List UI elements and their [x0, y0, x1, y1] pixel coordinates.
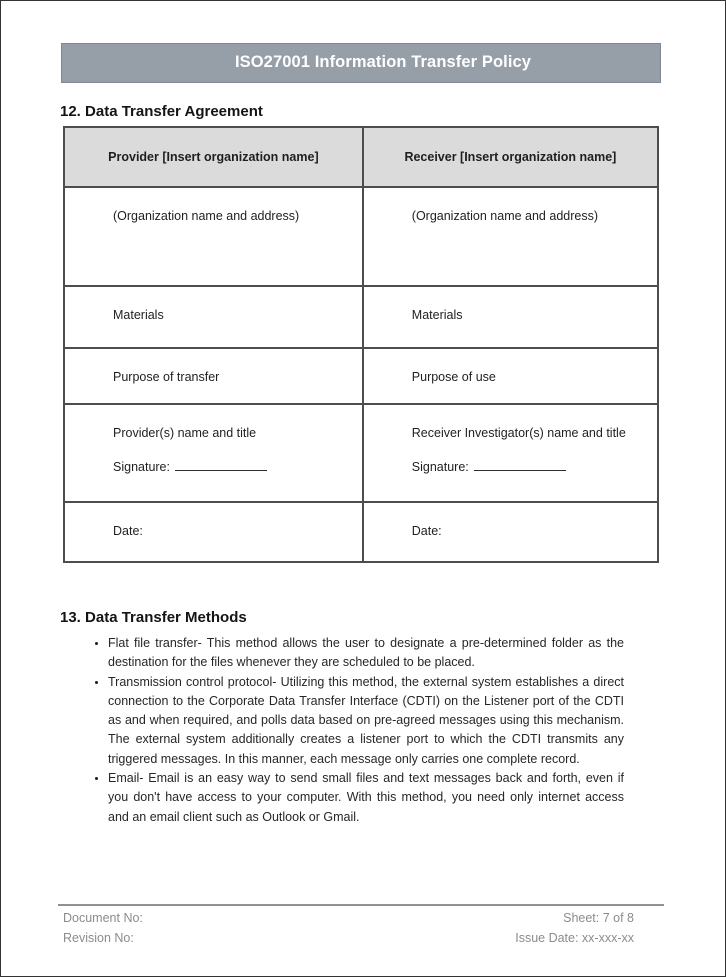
provider-signature-line: [113, 460, 350, 474]
purpose-row: [64, 348, 658, 404]
organization-row: [64, 187, 658, 286]
issue-date: Issue Date: xx-xxx-xx: [515, 930, 634, 945]
document-title: ISO27001 Information Transfer Policy: [234, 53, 532, 71]
date-row: [64, 502, 658, 562]
footer-left-block: [63, 909, 143, 948]
sheet-number: Sheet: 7 of 8: [563, 911, 634, 925]
receiver-purpose-cell: Purpose of use: [363, 348, 658, 404]
title-banner: [61, 43, 661, 83]
provider-purpose-cell: Purpose of transfer: [64, 348, 363, 404]
receiver-materials-cell: Materials: [363, 286, 658, 348]
signature-label: Signature:: [411, 460, 469, 474]
provider-name-title-label: Provider(s) name and title: [113, 426, 257, 440]
data-transfer-methods-list: [90, 634, 624, 827]
materials-row: [64, 286, 658, 348]
footer-right-block: [515, 909, 634, 948]
receiver-signature-line: [412, 460, 645, 474]
section-13-heading: 13. Data Transfer Methods: [60, 609, 247, 626]
provider-organization-cell: (Organization name and address): [64, 187, 363, 286]
receiver-date-cell: Date:: [363, 502, 658, 562]
bullet-flat-file-transfer: • Flat file transfer- This method allows the user to designate a pre-determined folder as the destination for the files whenever they are scheduled to be placed.: [108, 634, 624, 673]
bullet-transmission-control-protocol: • Transmission control protocol- Utilizing this method, the external system establishes a direct connection to the Corporate Data Transfer Interface (CDTI) on the Listener port of the CDTI as and when required, and polls data based on pre-agreed messages using this mechanism. The external system additionally creates a listener port to which the CDTI transmits any triggered messages. In this manner, each message only carries one complete record.: [108, 673, 624, 769]
receiver-name-title-label: Receiver Investigator(s) name and title: [411, 426, 626, 440]
document-no-label: Document No:: [63, 911, 143, 925]
signature-label: Signature:: [113, 460, 170, 474]
table-header-row: [64, 127, 658, 187]
receiver-signature-cell: [363, 404, 658, 502]
signature-underline: [175, 460, 267, 471]
provider-materials-cell: Materials: [64, 286, 363, 348]
section-12-heading: 12. Data Transfer Agreement: [60, 103, 263, 120]
receiver-organization-cell: (Organization name and address): [363, 187, 658, 286]
provider-signature-cell: [64, 404, 363, 502]
revision-no-label: Revision No:: [63, 930, 134, 945]
data-transfer-agreement-table: [63, 126, 659, 563]
bullet-email: • Email- Email is an easy way to send small files and text messages back and forth, even if you don't have access to your computer. With this method, you need only internet access and an email client such as Outlook or Gmail.: [108, 769, 624, 827]
footer-divider: [58, 904, 664, 906]
provider-header-cell: Provider [Insert organization name]: [64, 127, 363, 187]
receiver-header-cell: Receiver [Insert organization name]: [363, 127, 658, 187]
signature-underline: [474, 460, 566, 471]
provider-date-cell: Date:: [64, 502, 363, 562]
signature-row: [64, 404, 658, 502]
